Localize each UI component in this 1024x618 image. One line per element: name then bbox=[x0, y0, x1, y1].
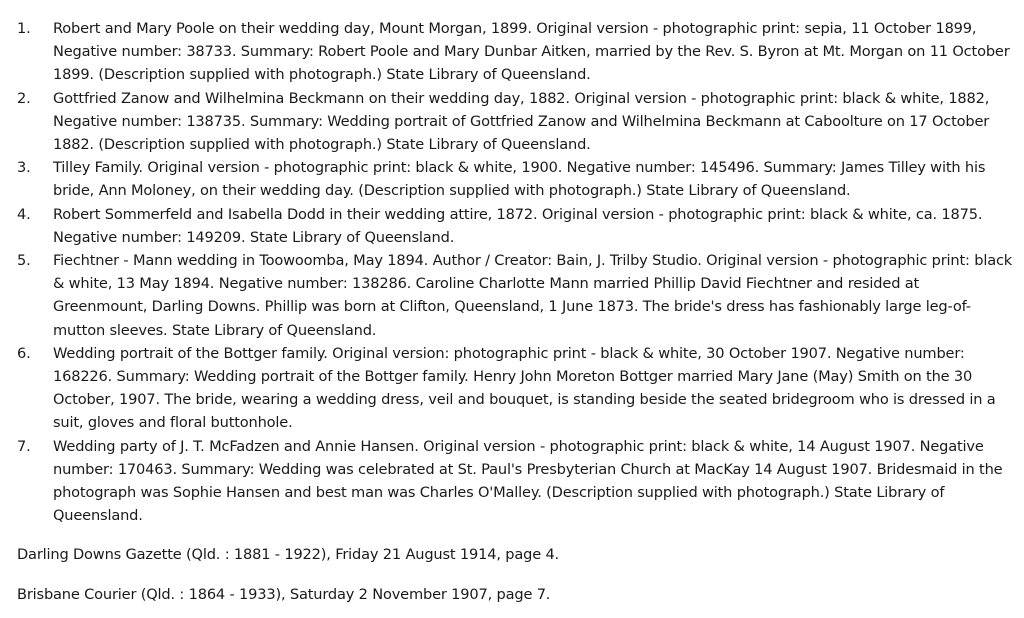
reference-text: Robert and Mary Poole on their wedding day, Mount Morgan, 1899. Original version - photographic print: sepia, 11 October 1899, Negative number: 38733. Summary: Robert Poole and Mary Dunbar Aitken, married by the Rev. S. Byron at Mt. Morgan on 11 October 1899. (Description supplied with photograph.) State Library of Queensland. bbox=[53, 20, 1010, 84]
reference-list bbox=[0, 17, 1024, 527]
reference-text: Fiechtner - Mann wedding in Toowoomba, May 1894. Author / Creator: Bain, J. Trilby Studio. Original version - photographic print: black & white, 13 May 1894. Negative number: 138286. Caroline Charlotte Mann married Phillip David Fiechtner and resided at Greenmount, Darling Downs. Phillip was born at Clifton, Queensland, 1 June 1873. The bride's dress has fashionably large leg-of-mutton sleeves. State Library of Queensland. bbox=[53, 252, 1013, 339]
reference-item bbox=[0, 156, 1024, 202]
reference-item bbox=[0, 435, 1024, 528]
reference-item bbox=[0, 249, 1024, 342]
reference-number: 6. bbox=[17, 344, 31, 362]
reference-number: 3. bbox=[17, 159, 31, 177]
reference-number: 5. bbox=[17, 252, 31, 270]
reference-number: 4. bbox=[17, 205, 31, 223]
source-gazette: Darling Downs Gazette (Qld. : 1881 - 1922), Friday 21 August 1914, page 4. bbox=[17, 546, 560, 564]
reference-item bbox=[0, 203, 1024, 249]
reference-number: 7. bbox=[17, 437, 31, 455]
reference-number: 2. bbox=[17, 89, 31, 107]
reference-text: Wedding party of J. T. McFadzen and Annie Hansen. Original version - photographic print: black & white, 14 August 1907. Negative number: 170463. Summary: Wedding was celebrated at St. Paul's Presbyterian Church at MacKay 14 August 1907. Bridesmaid in the photograph was Sophie Hansen and best man was Charles O'Malley. (Description supplied with photograph.) State Library of Queensland. bbox=[53, 437, 1003, 525]
reference-number: 1. bbox=[17, 20, 31, 37]
reference-item bbox=[0, 87, 1024, 157]
reference-text: Robert Sommerfeld and Isabella Dodd in their wedding attire, 1872. Original version - photographic print: black & white, ca. 1875. Negative number: 149209. State Library of Queensland. bbox=[53, 205, 983, 246]
reference-item bbox=[0, 342, 1024, 435]
reference-text: Wedding portrait of the Bottger family. Original version: photographic print - black & white, 30 October 1907. Negative number: 168226. Summary: Wedding portrait of the Bottger family. Henry John Moreton Bottger married Mary Jane (May) Smith on the 30 October, 1907. The bride, wearing a wedding dress, veil and bouquet, is standing beside the seated bridegroom who is dressed in a suit, gloves and floral buttonhole. bbox=[53, 344, 996, 432]
source-courier: Brisbane Courier (Qld. : 1864 - 1933), Saturday 2 November 1907, page 7. bbox=[17, 585, 551, 603]
reference-text: Tilley Family. Original version - photographic print: black & white, 1900. Negative number: 145496. Summary: James Tilley with his bride, Ann Moloney, on their wedding day. (Description supplied with photograph.) State Library of Queensland. bbox=[53, 159, 986, 200]
reference-text: Gottfried Zanow and Wilhelmina Beckmann on their wedding day, 1882. Original version - photographic print: black & white, 1882, Negative number: 138735. Summary: Wedding portrait of Gottfried Zanow and Wilhelmina Beckmann at Caboolture on 17 October 1882. (Description supplied with photograph.) State Library of Queensland. bbox=[53, 89, 990, 154]
reference-item bbox=[0, 17, 1024, 87]
